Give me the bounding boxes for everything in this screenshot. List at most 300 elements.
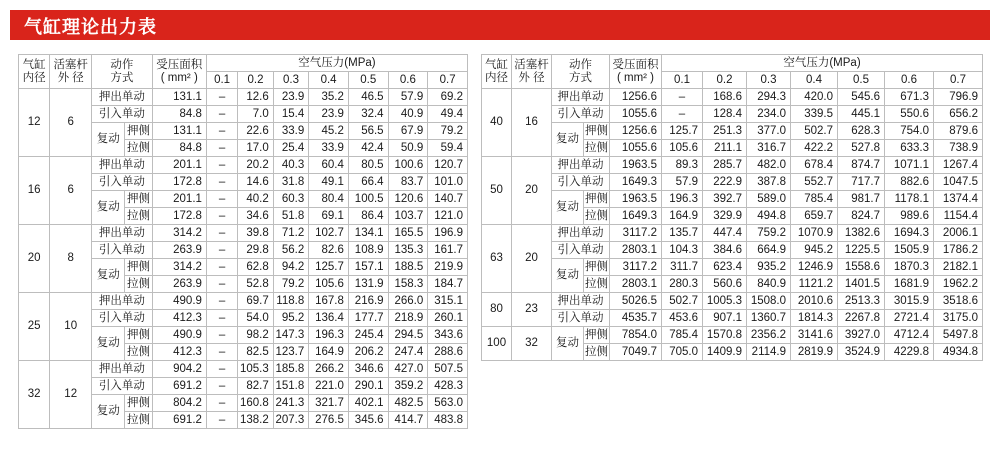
- force-cell: 121.0: [428, 208, 468, 225]
- force-cell: 311.7: [662, 259, 703, 276]
- side-pull: 拉侧: [584, 208, 610, 225]
- force-cell: 54.0: [238, 310, 274, 327]
- area-cell: 1963.5: [610, 191, 662, 208]
- area-cell: 1256.6: [610, 89, 662, 106]
- action-push-single: 押出单动: [92, 361, 153, 378]
- force-cell: 290.1: [348, 378, 388, 395]
- force-cell: 705.0: [662, 344, 703, 361]
- force-cell: 1005.3: [703, 293, 747, 310]
- force-cell: 118.8: [273, 293, 309, 310]
- force-cell: 79.2: [273, 276, 309, 293]
- force-cell: 402.1: [348, 395, 388, 412]
- force-cell: 1508.0: [747, 293, 791, 310]
- rod-cell: 20: [512, 157, 552, 225]
- force-cell: 2356.2: [747, 327, 791, 344]
- force-cell: 167.8: [309, 293, 349, 310]
- header-action: 动作 方式: [552, 55, 610, 89]
- header-pressure-value: 0.1: [206, 72, 237, 89]
- force-cell: 234.0: [747, 106, 791, 123]
- force-cell: –: [662, 89, 703, 106]
- force-cell: 563.0: [428, 395, 468, 412]
- force-cell: 69.2: [428, 89, 468, 106]
- force-cell: 882.6: [885, 174, 934, 191]
- force-cell: 321.7: [309, 395, 349, 412]
- force-cell: 874.7: [838, 157, 885, 174]
- force-cell: 527.8: [838, 140, 885, 157]
- area-cell: 1055.6: [610, 106, 662, 123]
- force-cell: 589.0: [747, 191, 791, 208]
- side-pull: 拉侧: [125, 208, 152, 225]
- force-cell: 211.1: [703, 140, 747, 157]
- area-cell: 691.2: [152, 378, 206, 395]
- force-cell: 3175.0: [934, 310, 983, 327]
- force-cell: 251.3: [703, 123, 747, 140]
- force-cell: 453.6: [662, 310, 703, 327]
- force-cell: 101.0: [428, 174, 468, 191]
- force-cell: 104.3: [662, 242, 703, 259]
- area-cell: 314.2: [152, 259, 206, 276]
- bore-cell: 50: [482, 157, 512, 225]
- area-cell: 84.8: [152, 106, 206, 123]
- force-cell: –: [206, 327, 237, 344]
- force-cell: 86.4: [348, 208, 388, 225]
- area-cell: 490.9: [152, 293, 206, 310]
- force-cell: –: [206, 395, 237, 412]
- force-cell: 56.5: [348, 123, 388, 140]
- action-push-single: 押出单动: [552, 89, 610, 106]
- table-row: [482, 123, 983, 140]
- force-cell: 51.8: [273, 208, 309, 225]
- force-cell: 1154.4: [934, 208, 983, 225]
- action-pull-single: 引入单动: [552, 174, 610, 191]
- force-cell: –: [206, 242, 237, 259]
- rod-cell: 16: [512, 89, 552, 157]
- force-cell: 60.3: [273, 191, 309, 208]
- area-cell: 131.1: [152, 89, 206, 106]
- table-row: [482, 157, 983, 174]
- force-cell: 83.7: [388, 174, 428, 191]
- force-cell: 1694.3: [885, 225, 934, 242]
- header-pressure-value: 0.4: [791, 72, 838, 89]
- force-cell: 168.6: [703, 89, 747, 106]
- force-cell: 2006.1: [934, 225, 983, 242]
- force-cell: 33.9: [309, 140, 349, 157]
- action-push-single: 押出单动: [92, 293, 153, 310]
- force-cell: 29.8: [238, 242, 274, 259]
- area-cell: 490.9: [152, 327, 206, 344]
- table-row: [482, 293, 983, 310]
- bore-cell: 80: [482, 293, 512, 327]
- force-cell: 2010.6: [791, 293, 838, 310]
- force-cell: 164.9: [309, 344, 349, 361]
- force-cell: 140.7: [428, 191, 468, 208]
- force-cell: 57.9: [388, 89, 428, 106]
- side-push: 押侧: [125, 123, 152, 140]
- action-pull-single: 引入单动: [92, 242, 153, 259]
- force-cell: 82.7: [238, 378, 274, 395]
- action-push-single: 押出单动: [552, 293, 610, 310]
- force-cell: 188.5: [388, 259, 428, 276]
- table-row: [482, 242, 983, 259]
- force-cell: 125.7: [309, 259, 349, 276]
- force-cell: –: [206, 106, 237, 123]
- action-push-single: 押出单动: [552, 225, 610, 242]
- force-cell: 1071.1: [885, 157, 934, 174]
- action-pull-single: 引入单动: [552, 310, 610, 327]
- area-cell: 84.8: [152, 140, 206, 157]
- force-cell: 247.4: [388, 344, 428, 361]
- bore-cell: 25: [19, 293, 50, 361]
- force-cell: 879.6: [934, 123, 983, 140]
- force-cell: 7.0: [238, 106, 274, 123]
- force-cell: 276.5: [309, 412, 349, 429]
- force-cell: 1121.2: [791, 276, 838, 293]
- force-cell: –: [206, 157, 237, 174]
- force-cell: –: [206, 89, 237, 106]
- title-bar: [10, 10, 990, 40]
- force-cell: 69.1: [309, 208, 349, 225]
- force-cell: 219.9: [428, 259, 468, 276]
- force-cell: –: [206, 378, 237, 395]
- force-cell: 1558.6: [838, 259, 885, 276]
- force-cell: 120.6: [388, 191, 428, 208]
- area-cell: 201.1: [152, 191, 206, 208]
- header-rod: 活塞杆 外 径: [50, 55, 92, 89]
- force-cell: 79.2: [428, 123, 468, 140]
- header-pressure-value: 0.6: [885, 72, 934, 89]
- force-cell: –: [206, 259, 237, 276]
- action-double: 复动: [552, 259, 584, 293]
- force-cell: 989.6: [885, 208, 934, 225]
- page-title: 气缸理论出力表: [24, 17, 157, 38]
- force-cell: 945.2: [791, 242, 838, 259]
- rod-cell: 23: [512, 293, 552, 327]
- force-cell: –: [206, 140, 237, 157]
- force-cell: 100.5: [348, 191, 388, 208]
- table-row: [482, 174, 983, 191]
- force-cell: 420.0: [791, 89, 838, 106]
- force-cell: 45.2: [309, 123, 349, 140]
- force-cell: 147.3: [273, 327, 309, 344]
- force-cell: 840.9: [747, 276, 791, 293]
- bore-cell: 63: [482, 225, 512, 293]
- force-cell: 46.5: [348, 89, 388, 106]
- force-cell: 285.7: [703, 157, 747, 174]
- force-cell: 664.9: [747, 242, 791, 259]
- header-bore: 气缸 内径: [482, 55, 512, 89]
- force-cell: 656.2: [934, 106, 983, 123]
- area-cell: 3117.2: [610, 225, 662, 242]
- force-cell: 20.2: [238, 157, 274, 174]
- force-cell: 552.7: [791, 174, 838, 191]
- force-cell: 123.7: [273, 344, 309, 361]
- force-cell: 120.7: [428, 157, 468, 174]
- force-cell: –: [206, 123, 237, 140]
- force-cell: 135.7: [662, 225, 703, 242]
- action-double: 复动: [92, 191, 125, 225]
- force-cell: –: [206, 412, 237, 429]
- action-pull-single: 引入单动: [552, 106, 610, 123]
- force-cell: 59.4: [428, 140, 468, 157]
- side-push: 押侧: [584, 123, 610, 140]
- header-pressure-value: 0.3: [747, 72, 791, 89]
- force-cell: 103.7: [388, 208, 428, 225]
- rod-cell: 20: [512, 225, 552, 293]
- force-cell: 35.2: [309, 89, 349, 106]
- area-cell: 1055.6: [610, 140, 662, 157]
- force-cell: 34.6: [238, 208, 274, 225]
- force-cell: 280.3: [662, 276, 703, 293]
- area-cell: 263.9: [152, 276, 206, 293]
- force-cell: 754.0: [885, 123, 934, 140]
- force-cell: 49.4: [428, 106, 468, 123]
- force-cell: 824.7: [838, 208, 885, 225]
- side-pull: 拉侧: [584, 344, 610, 361]
- force-cell: 80.4: [309, 191, 349, 208]
- force-cell: 427.0: [388, 361, 428, 378]
- side-push: 押侧: [125, 191, 152, 208]
- header-pressure-value: 0.7: [934, 72, 983, 89]
- area-cell: 4535.7: [610, 310, 662, 327]
- header-pressure-value: 0.1: [662, 72, 703, 89]
- side-pull: 拉侧: [584, 276, 610, 293]
- bore-cell: 100: [482, 327, 512, 361]
- header-pressure-value: 0.7: [428, 72, 468, 89]
- force-cell: 377.0: [747, 123, 791, 140]
- force-cell: 315.1: [428, 293, 468, 310]
- table-row: [19, 89, 468, 106]
- side-pull: 拉侧: [125, 412, 152, 429]
- action-pull-single: 引入单动: [92, 378, 153, 395]
- force-cell: –: [206, 361, 237, 378]
- action-double: 复动: [552, 123, 584, 157]
- action-pull-single: 引入单动: [92, 174, 153, 191]
- area-cell: 1256.6: [610, 123, 662, 140]
- side-pull: 拉侧: [125, 140, 152, 157]
- force-cell: 1070.9: [791, 225, 838, 242]
- force-cell: –: [206, 293, 237, 310]
- force-cell: 1681.9: [885, 276, 934, 293]
- action-push-single: 押出单动: [92, 157, 153, 174]
- force-cell: 482.5: [388, 395, 428, 412]
- action-push-single: 押出单动: [92, 225, 153, 242]
- force-cell: 482.0: [747, 157, 791, 174]
- force-cell: 82.5: [238, 344, 274, 361]
- force-cell: 94.2: [273, 259, 309, 276]
- force-cell: 502.7: [791, 123, 838, 140]
- force-cell: 136.4: [309, 310, 349, 327]
- force-cell: 659.7: [791, 208, 838, 225]
- force-cell: 185.8: [273, 361, 309, 378]
- force-cell: 25.4: [273, 140, 309, 157]
- force-cell: 359.2: [388, 378, 428, 395]
- action-pull-single: 引入单动: [92, 310, 153, 327]
- force-cell: 245.4: [348, 327, 388, 344]
- area-cell: 7049.7: [610, 344, 662, 361]
- force-cell: 1401.5: [838, 276, 885, 293]
- bore-cell: 16: [19, 157, 50, 225]
- force-cell: 50.9: [388, 140, 428, 157]
- force-cell: 40.3: [273, 157, 309, 174]
- force-cell: 935.2: [747, 259, 791, 276]
- action-double: 复动: [92, 395, 125, 429]
- force-cell: 3927.0: [838, 327, 885, 344]
- header-pressure-value: 0.3: [273, 72, 309, 89]
- force-cell: 3141.6: [791, 327, 838, 344]
- area-cell: 1963.5: [610, 157, 662, 174]
- force-cell: 165.5: [388, 225, 428, 242]
- area-cell: 412.3: [152, 310, 206, 327]
- force-cell: 100.6: [388, 157, 428, 174]
- force-cell: 4712.4: [885, 327, 934, 344]
- force-cell: 158.3: [388, 276, 428, 293]
- force-cell: 1374.4: [934, 191, 983, 208]
- force-cell: 785.4: [662, 327, 703, 344]
- force-cell: 2267.8: [838, 310, 885, 327]
- bore-cell: 32: [19, 361, 50, 429]
- force-cell: 759.2: [747, 225, 791, 242]
- force-cell: 717.7: [838, 174, 885, 191]
- force-cell: 161.7: [428, 242, 468, 259]
- side-pull: 拉侧: [584, 140, 610, 157]
- force-cell: 222.9: [703, 174, 747, 191]
- force-cell: 82.6: [309, 242, 349, 259]
- side-push: 押侧: [125, 395, 152, 412]
- force-cell: 49.1: [309, 174, 349, 191]
- action-double: 复动: [92, 123, 125, 157]
- table-row: [482, 259, 983, 276]
- action-push-single: 押出单动: [92, 89, 153, 106]
- force-cell: 4934.8: [934, 344, 983, 361]
- force-cell: 160.8: [238, 395, 274, 412]
- force-cell: –: [206, 208, 237, 225]
- force-cell: 1225.5: [838, 242, 885, 259]
- force-cell: 216.9: [348, 293, 388, 310]
- force-cell: 177.7: [348, 310, 388, 327]
- force-cell: 3015.9: [885, 293, 934, 310]
- bore-cell: 12: [19, 89, 50, 157]
- force-cell: 671.3: [885, 89, 934, 106]
- area-cell: 2803.1: [610, 242, 662, 259]
- force-cell: 678.4: [791, 157, 838, 174]
- force-cell: 1786.2: [934, 242, 983, 259]
- force-cell: 23.9: [309, 106, 349, 123]
- side-push: 押侧: [125, 259, 152, 276]
- force-cell: 12.6: [238, 89, 274, 106]
- force-cell: 494.8: [747, 208, 791, 225]
- force-cell: 422.2: [791, 140, 838, 157]
- header-pressure: 空气压力(MPa): [662, 55, 983, 72]
- force-cell: 56.2: [273, 242, 309, 259]
- force-cell: 206.2: [348, 344, 388, 361]
- force-cell: 184.7: [428, 276, 468, 293]
- table-row: [482, 310, 983, 327]
- rod-cell: 8: [50, 225, 92, 293]
- force-cell: 507.5: [428, 361, 468, 378]
- header-rod: 活塞杆 外 径: [512, 55, 552, 89]
- force-cell: 3518.6: [934, 293, 983, 310]
- force-cell: 164.9: [662, 208, 703, 225]
- force-cell: 102.7: [309, 225, 349, 242]
- force-cell: 66.4: [348, 174, 388, 191]
- force-cell: 108.9: [348, 242, 388, 259]
- force-cell: 414.7: [388, 412, 428, 429]
- bore-cell: 40: [482, 89, 512, 157]
- force-table-left: [18, 54, 468, 429]
- force-cell: 32.4: [348, 106, 388, 123]
- table-row: [482, 327, 983, 344]
- force-cell: 266.0: [388, 293, 428, 310]
- force-cell: –: [206, 191, 237, 208]
- force-cell: 135.3: [388, 242, 428, 259]
- force-cell: 71.2: [273, 225, 309, 242]
- force-cell: –: [206, 174, 237, 191]
- force-cell: 907.1: [703, 310, 747, 327]
- area-cell: 2803.1: [610, 276, 662, 293]
- force-cell: 69.7: [238, 293, 274, 310]
- rod-cell: 32: [512, 327, 552, 361]
- force-cell: –: [206, 276, 237, 293]
- rod-cell: 10: [50, 293, 92, 361]
- action-push-single: 押出单动: [552, 157, 610, 174]
- force-cell: 14.6: [238, 174, 274, 191]
- force-cell: 221.0: [309, 378, 349, 395]
- force-cell: 105.6: [662, 140, 703, 157]
- header-pressure-value: 0.2: [703, 72, 747, 89]
- area-cell: 172.8: [152, 174, 206, 191]
- area-cell: 804.2: [152, 395, 206, 412]
- force-cell: 260.1: [428, 310, 468, 327]
- force-cell: 52.8: [238, 276, 274, 293]
- action-pull-single: 引入单动: [92, 106, 153, 123]
- force-cell: 545.6: [838, 89, 885, 106]
- force-cell: –: [206, 310, 237, 327]
- force-cell: 105.6: [309, 276, 349, 293]
- force-cell: 207.3: [273, 412, 309, 429]
- force-cell: 151.8: [273, 378, 309, 395]
- force-cell: 384.6: [703, 242, 747, 259]
- force-cell: 738.9: [934, 140, 983, 157]
- area-cell: 7854.0: [610, 327, 662, 344]
- force-cell: 131.9: [348, 276, 388, 293]
- table-row: [19, 361, 468, 378]
- force-cell: 15.4: [273, 106, 309, 123]
- force-cell: 2819.9: [791, 344, 838, 361]
- force-cell: 266.2: [309, 361, 349, 378]
- force-cell: 134.1: [348, 225, 388, 242]
- bore-cell: 20: [19, 225, 50, 293]
- force-cell: 1962.2: [934, 276, 983, 293]
- force-cell: 1267.4: [934, 157, 983, 174]
- force-cell: 1360.7: [747, 310, 791, 327]
- force-cell: –: [206, 225, 237, 242]
- force-cell: 98.2: [238, 327, 274, 344]
- force-cell: 339.5: [791, 106, 838, 123]
- table-row: [482, 106, 983, 123]
- area-cell: 904.2: [152, 361, 206, 378]
- force-cell: 1178.1: [885, 191, 934, 208]
- header-pressure-value: 0.6: [388, 72, 428, 89]
- force-cell: 218.9: [388, 310, 428, 327]
- area-cell: 131.1: [152, 123, 206, 140]
- force-cell: 343.6: [428, 327, 468, 344]
- area-cell: 5026.5: [610, 293, 662, 310]
- header-pressure-value: 0.5: [838, 72, 885, 89]
- force-cell: 447.4: [703, 225, 747, 242]
- force-cell: 22.6: [238, 123, 274, 140]
- area-cell: 201.1: [152, 157, 206, 174]
- force-cell: 1047.5: [934, 174, 983, 191]
